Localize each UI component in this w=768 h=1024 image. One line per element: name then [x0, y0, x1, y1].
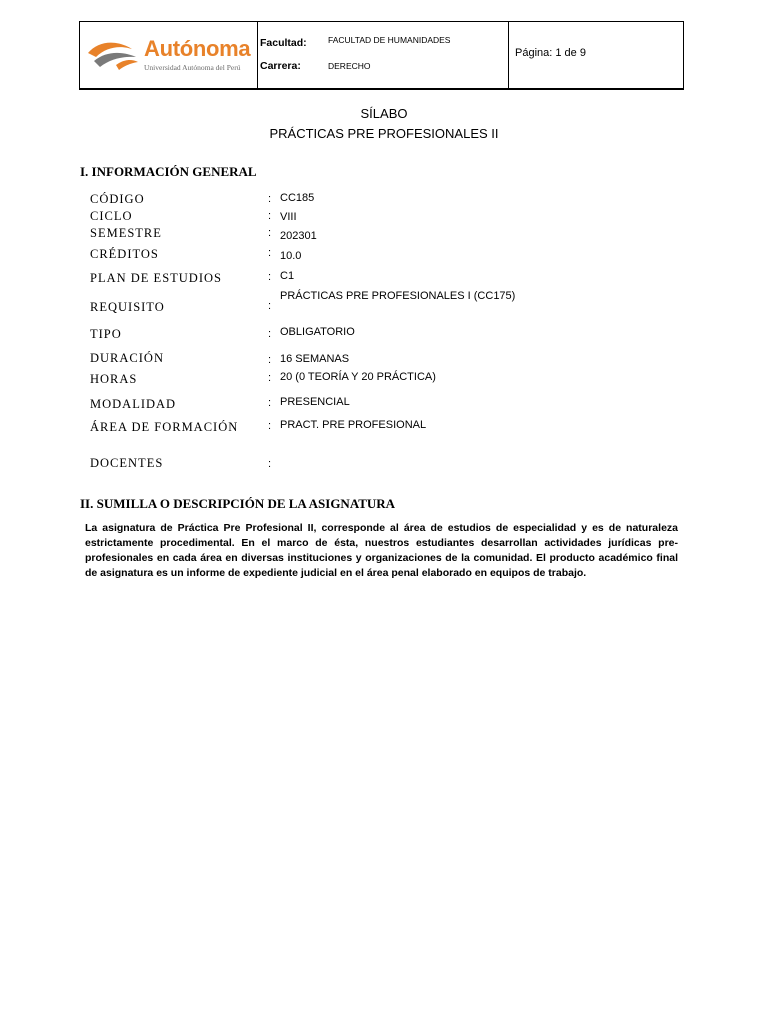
- info-colon: :: [268, 210, 272, 222]
- info-value: PRÁCTICAS PRE PROFESIONALES I (CC175): [280, 290, 516, 302]
- info-value: C1: [280, 270, 295, 282]
- sumilla-paragraph: La asignatura de Práctica Pre Profesional II, corresponde al área de estudios de especialidad y es de naturaleza estrictamente procedimental. En el marco de ésta, nuestros estudiantes desarrollan actividades jurídicas pre-profesionales en cada área en diversas instituciones y organizaciones de la comunidad. El producto académico final de asignatura es un informe de expediente judicial en el área penal elaborado en equipos de trabajo.: [85, 522, 678, 579]
- info-label: PLAN DE ESTUDIOS: [90, 271, 222, 285]
- info-colon: :: [268, 458, 272, 470]
- course-title: PRÁCTICAS PRE PROFESIONALES II: [269, 126, 499, 141]
- info-value: 16 SEMANAS: [280, 353, 350, 365]
- info-colon: :: [268, 354, 272, 366]
- info-colon: :: [268, 193, 272, 205]
- info-label: ÁREA DE FORMACIÓN: [90, 420, 239, 434]
- info-colon: :: [268, 328, 272, 340]
- info-label: DURACIÓN: [90, 351, 164, 365]
- info-value: VIII: [280, 211, 297, 223]
- info-label: MODALIDAD: [90, 397, 177, 411]
- info-label: CRÉDITOS: [90, 247, 159, 261]
- page-number: Página: 1 de 9: [515, 47, 586, 59]
- carrera-value: DERECHO: [328, 61, 371, 71]
- info-colon: :: [268, 397, 272, 409]
- info-value: PRACT. PRE PROFESIONAL: [280, 419, 427, 431]
- info-value: PRESENCIAL: [280, 396, 350, 408]
- autonoma-logo-icon: [86, 39, 142, 73]
- document-header: [79, 21, 684, 90]
- info-label: CICLO: [90, 209, 133, 223]
- document-title: SÍLABO: [360, 106, 408, 121]
- info-label: CÓDIGO: [90, 192, 145, 206]
- info-value: CC185: [280, 192, 315, 204]
- info-colon: :: [268, 227, 272, 239]
- info-colon: :: [268, 372, 272, 384]
- info-colon: :: [268, 247, 272, 259]
- info-colon: :: [268, 271, 272, 283]
- faculty-cell: [258, 22, 509, 88]
- info-label: REQUISITO: [90, 300, 165, 314]
- info-colon: :: [268, 300, 272, 312]
- info-label: DOCENTES: [90, 456, 164, 470]
- info-label: TIPO: [90, 327, 122, 341]
- carrera-label: Carrera:: [260, 60, 301, 72]
- info-value: OBLIGATORIO: [280, 326, 355, 338]
- info-colon: :: [268, 420, 272, 432]
- section-1-title: I. INFORMACIÓN GENERAL: [80, 164, 257, 179]
- info-value: 10.0: [280, 250, 302, 262]
- page-number-cell: [509, 22, 683, 88]
- logo-subtitle: Universidad Autónoma del Perú: [144, 63, 241, 72]
- info-value: 202301: [280, 230, 317, 242]
- info-label: HORAS: [90, 372, 138, 386]
- section-2-title: II. SUMILLA O DESCRIPCIÓN DE LA ASIGNATURA: [80, 496, 396, 511]
- info-value: 20 (0 TEORÍA Y 20 PRÁCTICA): [280, 371, 436, 383]
- facultad-label: Facultad:: [260, 37, 307, 49]
- info-label: SEMESTRE: [90, 226, 162, 240]
- facultad-value: FACULTAD DE HUMANIDADES: [328, 35, 451, 45]
- logo-name: Autónoma: [144, 36, 251, 61]
- logo-cell: [80, 22, 258, 88]
